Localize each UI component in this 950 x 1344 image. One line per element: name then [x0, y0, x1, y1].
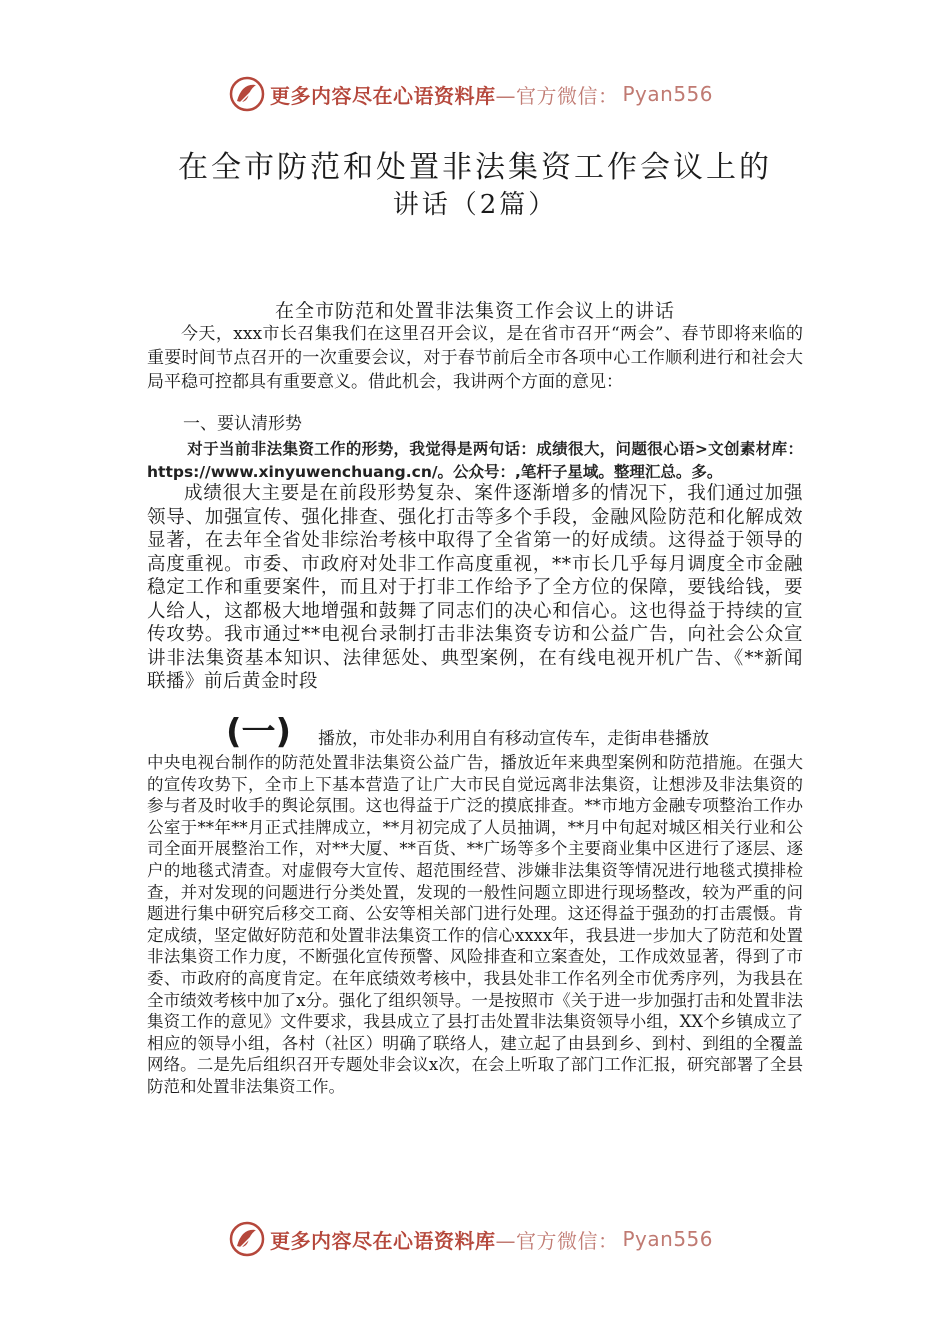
banner-text-wechat-label: —官方微信：: [495, 1228, 619, 1253]
banner-text-wechat-id: Pyan556: [622, 82, 714, 106]
document-title-line2: 讲话（2篇）: [392, 190, 558, 220]
scroll-logo-icon: [228, 75, 266, 113]
scroll-logo-icon: [228, 1220, 266, 1258]
banner-text-main: 更多内容尽在心语资料库: [270, 1228, 496, 1253]
section-heading-1: 一、要认清形势: [183, 414, 302, 434]
banner-text-main: 更多内容尽在心语资料库: [270, 83, 496, 108]
bottom-watermark-banner: [228, 1219, 728, 1259]
document-title-line1: 在全市防范和处置非法集资工作会议上的: [178, 150, 772, 185]
body-paragraph-2-first-line: 播放，市处非办利用自有移动宣传车，走街串巷播放: [318, 729, 709, 749]
section-marker-one: (一): [226, 712, 292, 752]
banner-text-wechat-label: —官方微信：: [495, 83, 619, 108]
top-watermark-banner: [228, 74, 728, 114]
inserted-promo-paragraph: 对于当前非法集资工作的形势，我觉得是两句话：成绩很大，问题很心语>文创素材库：https://www.xinyuwenchuang.cn/。公众号：,笔杆子星域。整理汇总。多。: [147, 440, 803, 481]
intro-paragraph: 今天，xxx市长召集我们在这里召开会议，是在省市召开“两会”、春节即将来临的重要时间节点召开的一次重要会议，对于春节前后全市各项中心工作顺利进行和社会大局平稳可控都具有重要意义。借此机会，我讲两个方面的意见：: [147, 324, 803, 392]
speech-subtitle: 在全市防范和处置非法集资工作会议上的讲话: [274, 300, 675, 322]
banner-text-wechat-id: Pyan556: [622, 1227, 714, 1251]
body-paragraph-2: 中央电视台制作的防范处置非法集资公益广告，播放近年来典型案例和防范措施。在强大的宣传攻势下，全市上下基本营造了让广大市民自觉远离非法集资，让想涉及非法集资的参与者及时收手的舆论氛围。这也得益于广泛的摸底排查。**市地方金融专项整治工作办公室于**年**月正式挂牌成立，**月初完成了人员抽调，**月中旬起对城区相关行业和公司全面开展整治工作，对**大厦、**百货、**广场等多个主要商业集中区进行了逐层、逐户的地毯式清查。对虚假夸大宣传、超范围经营、涉嫌非法集资等情况进行地毯式摸排检查，并对发现的问题进行分类处置，发现的一般性问题立即进行现场整改，较为严重的问题进行集中研究后移交工商、公安等相关部门进行处理。这还得益于强劲的打击震慑。肯定成绩，坚定做好防范和处置非法集资工作的信心xxxx年，我县进一步加大了防范和处置非法集资工作力度，不断强化宣传预警、风险排查和立案查处，工作成效显著，得到了市委、市政府的高度肯定。在年底绩效考核中，我县处非工作名列全市优秀序列，为我县在全市绩效考核中加了x分。强化了组织领导。一是按照市《关于进一步加强打击和处置非法集资工作的意见》文件要求，我县成立了县打击处置非法集资领导小组，XX个乡镇成立了相应的领导小组，各村（社区）明确了联络人，建立起了由县到乡、到村、到组的全覆盖网络。二是先后组织召开专题处非会议x次，在会上听取了部门工作汇报，研究部署了全县防范和处置非法集资工作。: [147, 753, 803, 1096]
body-paragraph-1: 成绩很大主要是在前段形势复杂、案件逐渐增多的情况下，我们通过加强领导、加强宣传、强化排查、强化打击等多个手段，金融风险防范和化解成效显著，在去年全省处非综治考核中取得了全省第一的好成绩。这得益于领导的高度重视。市委、市政府对处非工作高度重视，**市长几乎每月调度全市金融稳定工作和重要案件，而且对于打非工作给予了全方位的保障，要钱给钱，要人给人，这都极大地增强和鼓舞了同志们的决心和信心。这也得益于持续的宣传攻势。我市通过**电视台录制打击非法集资专访和公益广告，向社会公众宣讲非法集资基本知识、法律惩处、典型案例，在有线电视开机广告、《**新闻联播》前后黄金时段: [147, 483, 803, 692]
